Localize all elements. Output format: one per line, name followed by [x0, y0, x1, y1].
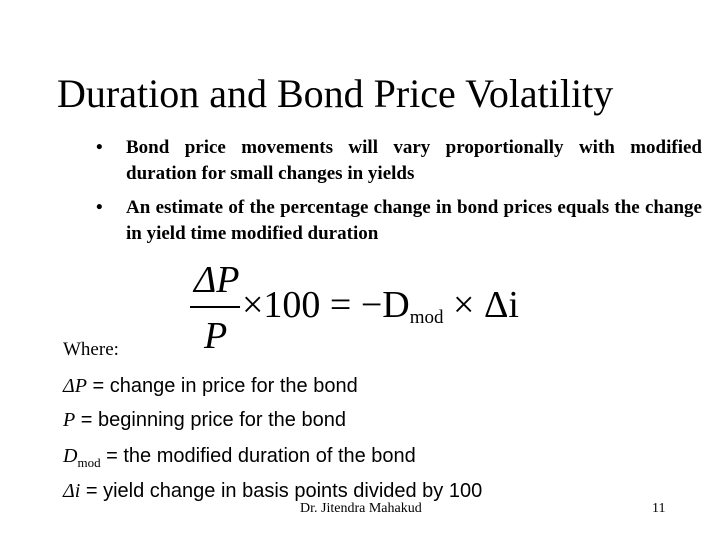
definition-delta-p	[63, 373, 358, 399]
definition-symbol: P	[63, 409, 76, 431]
formula-rhs-text: ×100 = −D	[242, 284, 410, 326]
formula-right-side	[242, 285, 519, 338]
definition-text: = yield change in basis points divided by 100	[80, 480, 483, 502]
bullet-dot-icon: •	[96, 197, 103, 218]
formula-numerator: ΔP	[194, 259, 240, 301]
bullet-item	[96, 135, 702, 187]
definition-symbol: $D_{mod}$	[63, 445, 101, 470]
definition-text: = the modified duration of the bond	[100, 445, 416, 467]
bullet-item	[96, 195, 702, 247]
definition-symbol: Δi	[63, 480, 81, 502]
fraction-bar	[190, 306, 240, 308]
bullet-list	[96, 135, 702, 255]
formula-subscript: mod	[409, 307, 444, 328]
slide-title: Duration and Bond Price Volatility	[57, 71, 614, 116]
definition-d-mod	[63, 443, 416, 476]
footer-author: Dr. Jitendra Mahakud	[300, 501, 422, 516]
where-label: Where:	[63, 339, 119, 360]
definition-symbol: ΔP	[63, 375, 87, 397]
definition-text: = beginning price for the bond	[75, 409, 346, 431]
definition-p	[63, 407, 346, 433]
formula-denominator: P	[204, 315, 228, 357]
bullet-dot-icon: •	[96, 137, 103, 158]
formula-tail: × Δi	[453, 284, 519, 326]
page-number: 11	[652, 501, 666, 516]
definition-text: = change in price for the bond	[86, 375, 358, 397]
bullet-text: An estimate of the percentage change in bond prices equals the change in yield time modified duration	[126, 197, 702, 244]
bullet-text: Bond price movements will vary proportionally with modified duration for small changes in yields	[126, 137, 702, 184]
duration-formula	[190, 260, 550, 360]
